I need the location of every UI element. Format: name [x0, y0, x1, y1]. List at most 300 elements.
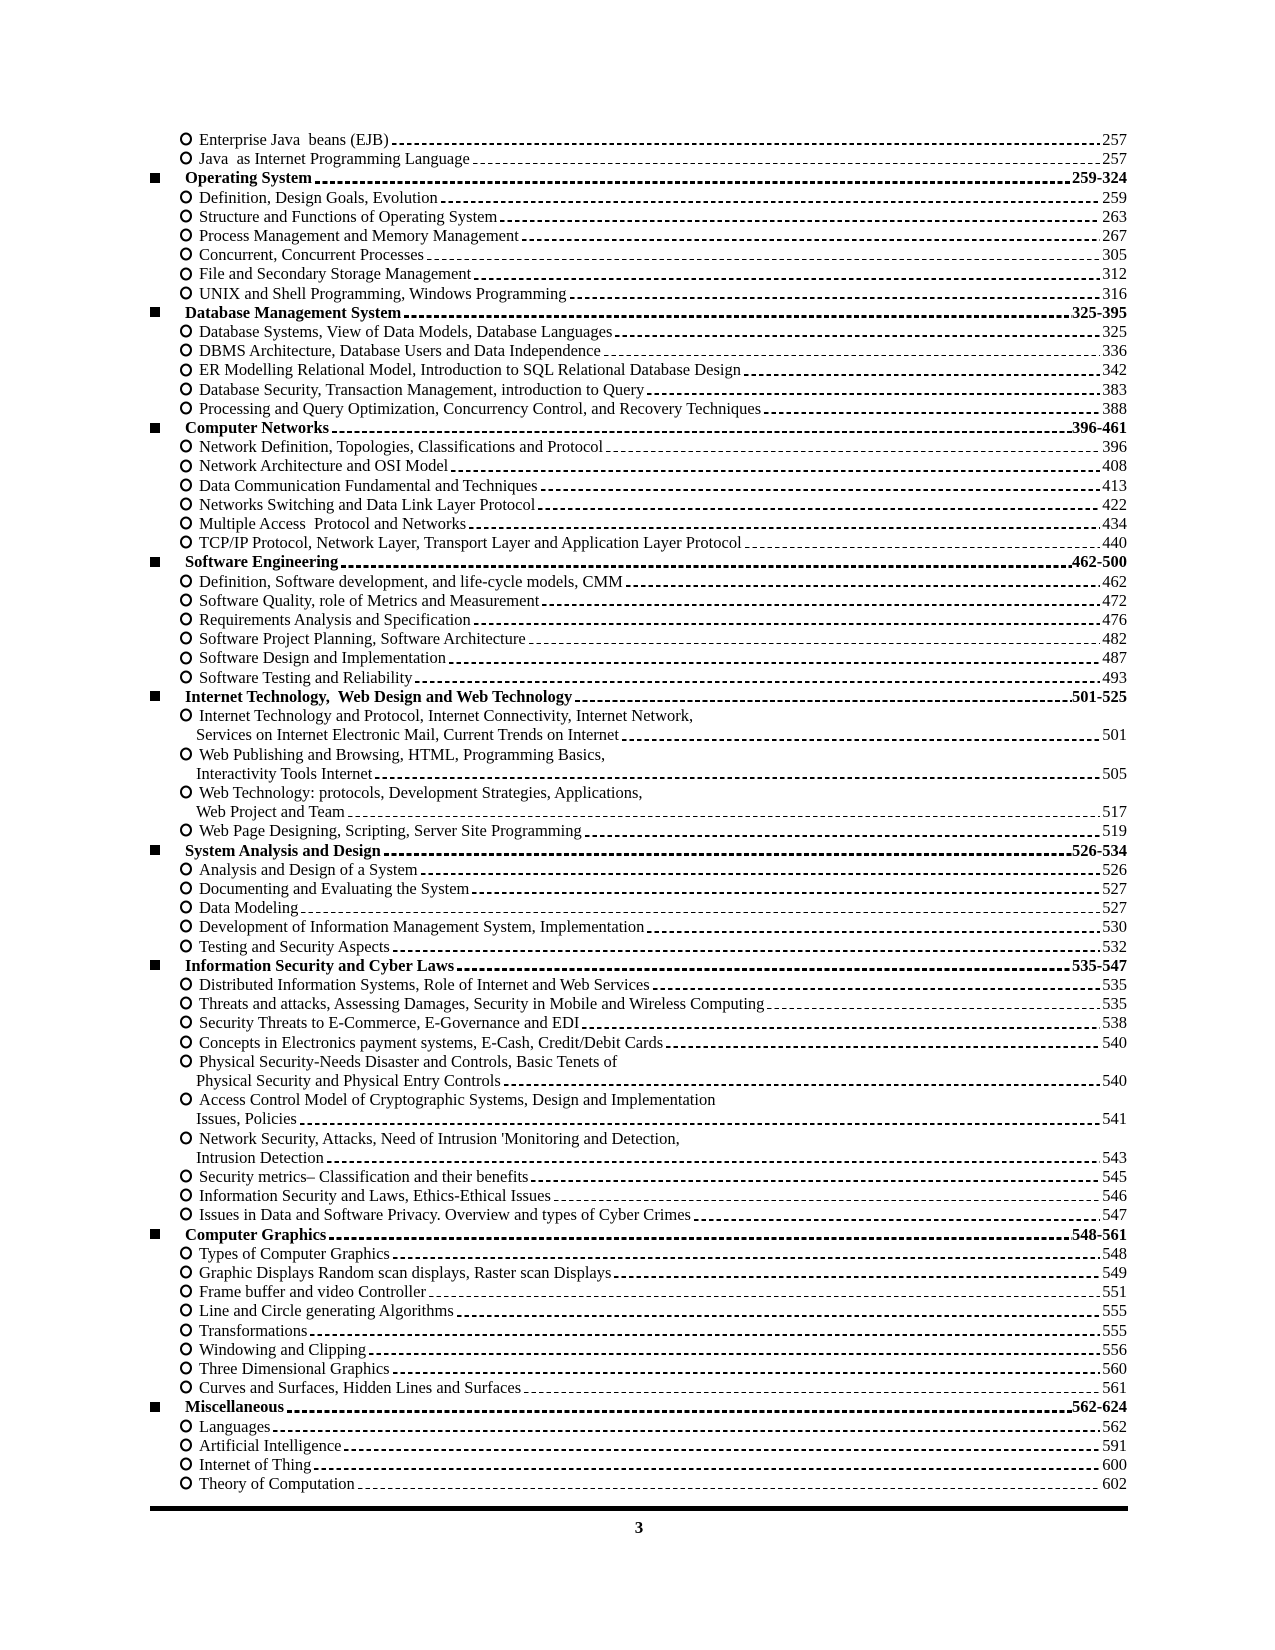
item-title: Security Threats to E-Commerce, E-Governance and EDI	[199, 1013, 580, 1033]
circle-bullet-icon	[180, 133, 192, 146]
dash-leader	[471, 610, 1103, 629]
item-title: File and Secondary Storage Management	[199, 264, 472, 284]
item-page-number: 408	[1102, 456, 1127, 476]
toc-item-row	[150, 1148, 1127, 1167]
dash-leader	[418, 860, 1103, 879]
dash-leader	[764, 994, 1102, 1013]
dash-leader	[470, 149, 1102, 168]
item-title: Transformations	[199, 1320, 308, 1340]
item-title: Internet of Thing	[199, 1455, 312, 1475]
item-page-number: 505	[1102, 763, 1127, 783]
item-page-number: 257	[1102, 130, 1127, 149]
toc-item-row	[150, 226, 1127, 245]
circle-bullet-icon	[180, 1035, 192, 1048]
item-title: Concepts in Electronics payment systems, E-Cash, Credit/Debit Cards	[199, 1032, 664, 1052]
item-title: Network Architecture and OSI Model	[199, 456, 449, 476]
circle-bullet-icon	[180, 229, 192, 242]
toc-item-row	[150, 802, 1127, 821]
toc-item-row	[150, 1417, 1127, 1436]
item-title: Intrusion Detection	[196, 1147, 324, 1167]
section-title: Software Engineering	[185, 552, 339, 572]
section-page-range: 526-534	[1072, 840, 1127, 860]
circle-bullet-icon	[180, 1093, 192, 1106]
dash-leader	[372, 764, 1102, 783]
item-title: Issues, Policies	[196, 1109, 297, 1129]
dash-leader	[579, 1013, 1102, 1032]
square-bullet-icon	[150, 1229, 160, 1239]
item-title: Database Security, Transaction Management, introduction to Query	[199, 379, 645, 399]
item-title: Theory of Computation	[199, 1474, 355, 1494]
item-title: Network Security, Attacks, Need of Intrusion 'Monitoring and Detection,	[199, 1128, 680, 1148]
item-page-number: 527	[1102, 878, 1127, 898]
item-page-number: 555	[1102, 1320, 1127, 1340]
toc-item-row	[150, 1090, 1127, 1109]
toc-item-row	[150, 495, 1127, 514]
circle-bullet-icon	[180, 747, 192, 760]
item-page-number: 336	[1102, 341, 1127, 361]
item-title: Software Quality, role of Metrics and Measurement	[199, 590, 540, 610]
toc-list	[150, 130, 1127, 1493]
circle-bullet-icon	[180, 786, 192, 799]
item-page-number: 487	[1102, 648, 1127, 668]
dash-leader	[284, 1397, 1072, 1416]
dash-leader	[761, 399, 1102, 418]
circle-bullet-icon	[180, 517, 192, 530]
item-page-number: 257	[1102, 149, 1127, 169]
dash-leader	[471, 264, 1102, 283]
dash-leader	[497, 207, 1102, 226]
circle-bullet-icon	[180, 997, 192, 1010]
dash-leader	[538, 476, 1103, 495]
circle-bullet-icon	[180, 1266, 192, 1279]
section-page-range: 396-461	[1072, 418, 1127, 438]
circle-bullet-icon	[180, 459, 192, 472]
item-title: Security metrics– Classification and their benefits	[199, 1166, 529, 1186]
item-title: Information Security and Laws, Ethics-Ethical Issues	[199, 1186, 551, 1206]
item-page-number: 312	[1102, 264, 1127, 284]
circle-bullet-icon	[180, 939, 192, 952]
item-title: Web Project and Team	[196, 802, 345, 822]
section-title: System Analysis and Design	[185, 840, 381, 860]
toc-item-row	[150, 706, 1127, 725]
toc-item-row	[150, 1167, 1127, 1186]
square-bullet-icon	[150, 173, 160, 183]
item-page-number: 316	[1102, 283, 1127, 303]
dash-leader	[390, 1244, 1102, 1263]
toc-item-row	[150, 860, 1127, 879]
item-title: Data Communication Fundamental and Techniques	[199, 475, 538, 495]
dash-leader	[355, 1474, 1102, 1493]
item-title: UNIX and Shell Programming, Windows Programming	[199, 283, 567, 303]
circle-bullet-icon	[180, 325, 192, 338]
dash-leader	[297, 1109, 1102, 1128]
toc-item-row	[150, 399, 1127, 418]
item-title: Windowing and Clipping	[199, 1339, 367, 1359]
item-page-number: 440	[1102, 533, 1127, 553]
dash-leader	[572, 687, 1072, 706]
item-page-number: 383	[1102, 379, 1127, 399]
dash-leader	[324, 1148, 1102, 1167]
toc-item-row	[150, 437, 1127, 456]
toc-item-row	[150, 514, 1127, 533]
toc-item-row	[150, 1129, 1127, 1148]
toc-item-row	[150, 1071, 1127, 1090]
item-title: TCP/IP Protocol, Network Layer, Transport Layer and Application Layer Protocol	[199, 533, 742, 553]
item-page-number: 342	[1102, 360, 1127, 380]
item-page-number: 546	[1102, 1186, 1127, 1206]
circle-bullet-icon	[180, 1170, 192, 1183]
circle-bullet-icon	[180, 248, 192, 261]
dash-leader	[551, 1186, 1102, 1205]
circle-bullet-icon	[180, 613, 192, 626]
toc-item-row	[150, 1474, 1127, 1493]
item-title: Software Testing and Reliability	[199, 667, 413, 687]
item-page-number: 472	[1102, 590, 1127, 610]
item-title: Distributed Information Systems, Role of Internet and Web Services	[199, 974, 650, 994]
item-title: Process Management and Memory Management	[199, 226, 519, 246]
section-page-range: 325-395	[1072, 302, 1127, 322]
toc-item-row	[150, 1340, 1127, 1359]
toc-section-row	[150, 687, 1127, 706]
item-title: Concurrent, Concurrent Processes	[199, 245, 424, 265]
item-title: Software Design and Implementation	[199, 648, 446, 668]
item-title: Types of Computer Graphics	[199, 1243, 390, 1263]
item-title: Web Publishing and Browsing, HTML, Programming Basics,	[199, 744, 606, 764]
dash-leader	[426, 1282, 1102, 1301]
item-page-number: 591	[1102, 1435, 1127, 1455]
dash-leader	[326, 1225, 1072, 1244]
item-page-number: 501	[1102, 725, 1127, 745]
item-page-number: 527	[1102, 898, 1127, 918]
dash-leader	[454, 1301, 1102, 1320]
square-bullet-icon	[150, 557, 160, 567]
toc-item-row	[150, 629, 1127, 648]
toc-item-row	[150, 668, 1127, 687]
item-page-number: 267	[1102, 226, 1127, 246]
circle-bullet-icon	[180, 1189, 192, 1202]
toc-item-row	[150, 610, 1127, 629]
item-title: Java as Internet Programming Language	[199, 149, 470, 169]
toc-item-row	[150, 1436, 1127, 1455]
toc-item-row	[150, 1359, 1127, 1378]
circle-bullet-icon	[180, 344, 192, 357]
toc-item-row	[150, 725, 1127, 744]
circle-bullet-icon	[180, 1208, 192, 1221]
footer-divider-rule	[150, 1506, 1128, 1511]
dash-leader	[582, 821, 1103, 840]
item-title: Physical Security and Physical Entry Controls	[196, 1070, 501, 1090]
circle-bullet-icon	[180, 862, 192, 875]
toc-section-row	[150, 841, 1127, 860]
toc-section-row	[150, 956, 1127, 975]
toc-item-row	[150, 533, 1127, 552]
item-title: Languages	[199, 1416, 271, 1436]
dash-leader	[603, 437, 1102, 456]
item-page-number: 434	[1102, 514, 1127, 534]
item-page-number: 413	[1102, 475, 1127, 495]
square-bullet-icon	[150, 960, 160, 970]
item-title: Access Control Model of Cryptographic Systems, Design and Implementation	[199, 1090, 716, 1110]
item-page-number: 493	[1102, 667, 1127, 687]
circle-bullet-icon	[180, 1342, 192, 1355]
item-page-number: 556	[1102, 1339, 1127, 1359]
item-page-number: 549	[1102, 1262, 1127, 1282]
dash-leader	[329, 418, 1072, 437]
dash-leader	[298, 898, 1102, 917]
item-page-number: 547	[1102, 1205, 1127, 1225]
circle-bullet-icon	[180, 1381, 192, 1394]
toc-item-row	[150, 1033, 1127, 1052]
toc-item-row	[150, 456, 1127, 475]
item-title: Services on Internet Electronic Mail, Current Trends on Internet	[196, 725, 619, 745]
item-title: Definition, Software development, and life-cycle models, CMM	[199, 571, 623, 591]
circle-bullet-icon	[180, 670, 192, 683]
dash-leader	[307, 1321, 1102, 1340]
section-page-range: 501-525	[1072, 686, 1127, 706]
circle-bullet-icon	[180, 1304, 192, 1317]
circle-bullet-icon	[180, 190, 192, 203]
dash-leader	[270, 1417, 1102, 1436]
circle-bullet-icon	[180, 1131, 192, 1144]
toc-item-row	[150, 130, 1127, 149]
toc-item-row	[150, 245, 1127, 264]
item-page-number: 540	[1102, 1070, 1127, 1090]
item-page-number: 600	[1102, 1455, 1127, 1475]
dash-leader	[650, 975, 1103, 994]
toc-section-row	[150, 1397, 1127, 1416]
item-page-number: 541	[1102, 1109, 1127, 1129]
circle-bullet-icon	[180, 286, 192, 299]
item-title: Requirements Analysis and Specification	[199, 610, 471, 630]
item-page-number: 519	[1102, 821, 1127, 841]
toc-item-row	[150, 745, 1127, 764]
toc-section-row	[150, 1225, 1127, 1244]
dash-leader	[644, 917, 1102, 936]
toc-section-row	[150, 168, 1127, 187]
item-page-number: 482	[1102, 629, 1127, 649]
dash-leader	[454, 956, 1072, 975]
item-page-number: 543	[1102, 1147, 1127, 1167]
circle-bullet-icon	[180, 1054, 192, 1067]
dash-leader	[469, 879, 1102, 898]
toc-item-row	[150, 1263, 1127, 1282]
dash-leader	[623, 572, 1102, 591]
dash-leader	[663, 1033, 1102, 1052]
item-title: Artificial Intelligence	[199, 1435, 342, 1455]
footer-page-number: 3	[634, 1518, 644, 1537]
circle-bullet-icon	[180, 401, 192, 414]
circle-bullet-icon	[180, 920, 192, 933]
toc-item-row	[150, 764, 1127, 783]
toc-item-row	[150, 1013, 1127, 1032]
item-title: Frame buffer and video Controller	[199, 1282, 426, 1302]
section-page-range: 259-324	[1072, 168, 1127, 188]
item-title: Processing and Query Optimization, Concurrency Control, and Recovery Techniques	[199, 398, 762, 418]
item-page-number: 388	[1102, 398, 1127, 418]
circle-bullet-icon	[180, 901, 192, 914]
dash-leader	[535, 495, 1102, 514]
square-bullet-icon	[150, 691, 160, 701]
item-title: Threats and attacks, Assessing Damages, Security in Mobile and Wireless Computing	[199, 994, 765, 1014]
item-title: Graphic Displays Random scan displays, Raster scan Displays	[199, 1262, 612, 1282]
dash-leader	[311, 1455, 1102, 1474]
dash-leader	[539, 591, 1102, 610]
dash-leader	[741, 360, 1102, 379]
item-title: DBMS Architecture, Database Users and Data Independence	[199, 341, 601, 361]
toc-item-row	[150, 322, 1127, 341]
circle-bullet-icon	[180, 363, 192, 376]
item-page-number: 305	[1102, 245, 1127, 265]
toc-item-row	[150, 264, 1127, 283]
square-bullet-icon	[150, 845, 160, 855]
dash-leader	[466, 514, 1102, 533]
item-page-number: 422	[1102, 494, 1127, 514]
item-page-number: 259	[1102, 187, 1127, 207]
circle-bullet-icon	[180, 1323, 192, 1336]
circle-bullet-icon	[180, 267, 192, 280]
item-page-number: 560	[1102, 1359, 1127, 1378]
toc-item-row	[150, 994, 1127, 1013]
toc-item-row	[150, 898, 1127, 917]
dash-leader	[312, 168, 1072, 187]
toc-item-row	[150, 1109, 1127, 1128]
dash-leader	[619, 725, 1102, 744]
dash-leader	[742, 533, 1103, 552]
circle-bullet-icon	[180, 209, 192, 222]
dash-leader	[401, 303, 1072, 322]
item-title: Software Project Planning, Software Architecture	[199, 629, 526, 649]
item-title: Structure and Functions of Operating System	[199, 206, 498, 226]
toc-item-row	[150, 341, 1127, 360]
item-page-number: 561	[1102, 1378, 1127, 1398]
dash-leader	[341, 1436, 1102, 1455]
item-title: Physical Security-Needs Disaster and Controls, Basic Tenets of	[199, 1051, 618, 1071]
dash-leader	[424, 245, 1102, 264]
section-title: Computer Graphics	[185, 1224, 327, 1244]
toc-item-row	[150, 207, 1127, 226]
circle-bullet-icon	[180, 882, 192, 895]
item-page-number: 535	[1102, 974, 1127, 994]
section-title: Information Security and Cyber Laws	[185, 955, 455, 975]
item-page-number: 526	[1102, 859, 1127, 879]
circle-bullet-icon	[180, 1458, 192, 1471]
item-title: Multiple Access Protocol and Networks	[199, 514, 467, 534]
toc-item-row	[150, 648, 1127, 667]
section-page-range: 562-624	[1072, 1397, 1127, 1417]
toc-item-row	[150, 149, 1127, 168]
section-page-range: 535-547	[1072, 955, 1127, 975]
item-page-number: 263	[1102, 206, 1127, 226]
section-title: Database Management System	[185, 302, 402, 322]
toc-item-row	[150, 937, 1127, 956]
section-page-range: 548-561	[1072, 1224, 1127, 1244]
item-page-number: 476	[1102, 610, 1127, 630]
dash-leader	[338, 552, 1072, 571]
dash-leader	[438, 188, 1102, 207]
toc-item-row	[150, 1282, 1127, 1301]
toc-item-row	[150, 821, 1127, 840]
circle-bullet-icon	[180, 1246, 192, 1259]
toc-item-row	[150, 284, 1127, 303]
circle-bullet-icon	[180, 1285, 192, 1298]
item-title: Issues in Data and Software Privacy. Overview and types of Cyber Crimes	[199, 1205, 691, 1225]
dash-leader	[611, 1263, 1102, 1282]
dash-leader	[521, 1378, 1102, 1397]
item-title: Three Dimensional Graphics	[199, 1359, 390, 1378]
circle-bullet-icon	[180, 478, 192, 491]
toc-item-row	[150, 1186, 1127, 1205]
circle-bullet-icon	[180, 651, 192, 664]
section-title: Miscellaneous	[185, 1397, 284, 1417]
toc-section-row	[150, 552, 1127, 571]
toc-item-row	[150, 783, 1127, 802]
dash-leader	[612, 322, 1102, 341]
dash-leader	[446, 648, 1102, 667]
dash-leader	[389, 130, 1103, 149]
circle-bullet-icon	[180, 709, 192, 722]
dash-leader	[501, 1071, 1102, 1090]
toc-item-row	[150, 975, 1127, 994]
circle-bullet-icon	[180, 1477, 192, 1490]
dash-leader	[528, 1167, 1102, 1186]
circle-bullet-icon	[180, 152, 192, 165]
circle-bullet-icon	[180, 593, 192, 606]
item-title: Database Systems, View of Data Models, Database Languages	[199, 322, 613, 342]
item-title: Definition, Design Goals, Evolution	[199, 187, 438, 207]
item-page-number: 532	[1102, 936, 1127, 956]
item-title: Line and Circle generating Algorithms	[199, 1301, 454, 1321]
toc-item-row	[150, 1455, 1127, 1474]
item-page-number: 540	[1102, 1032, 1127, 1052]
item-title: Curves and Surfaces, Hidden Lines and Surfaces	[199, 1378, 522, 1398]
toc-item-row	[150, 572, 1127, 591]
toc-item-row	[150, 1205, 1127, 1224]
toc-item-row	[150, 591, 1127, 610]
item-page-number: 535	[1102, 994, 1127, 1014]
item-title: Network Definition, Topologies, Classifications and Protocol	[199, 437, 604, 457]
item-page-number: 396	[1102, 437, 1127, 457]
circle-bullet-icon	[180, 1016, 192, 1029]
circle-bullet-icon	[180, 440, 192, 453]
item-page-number: 517	[1102, 802, 1127, 822]
circle-bullet-icon	[180, 1419, 192, 1432]
item-title: Development of Information Management System, Implementation	[199, 917, 645, 937]
circle-bullet-icon	[180, 1362, 192, 1375]
item-page-number: 602	[1102, 1474, 1127, 1494]
dash-leader	[526, 629, 1103, 648]
dash-leader	[644, 380, 1102, 399]
toc-item-row	[150, 360, 1127, 379]
dash-leader	[381, 841, 1072, 860]
item-title: Documenting and Evaluating the System	[199, 878, 470, 898]
item-title: Internet Technology and Protocol, Internet Connectivity, Internet Network,	[199, 706, 694, 726]
item-page-number: 551	[1102, 1282, 1127, 1302]
item-title: Analysis and Design of a System	[199, 859, 418, 879]
toc-item-row	[150, 879, 1127, 898]
circle-bullet-icon	[180, 382, 192, 395]
dash-leader	[412, 668, 1102, 687]
dash-leader	[366, 1340, 1102, 1359]
item-page-number: 545	[1102, 1166, 1127, 1186]
item-page-number: 325	[1102, 322, 1127, 342]
item-page-number: 562	[1102, 1416, 1127, 1436]
item-title: Interactivity Tools Internet	[196, 763, 373, 783]
item-title: Networks Switching and Data Link Layer Protocol	[199, 494, 536, 514]
toc-item-row	[150, 1321, 1127, 1340]
toc-item-row	[150, 1052, 1127, 1071]
item-title: Web Technology: protocols, Development Strategies, Applications,	[199, 782, 643, 802]
dash-leader	[390, 1359, 1103, 1378]
